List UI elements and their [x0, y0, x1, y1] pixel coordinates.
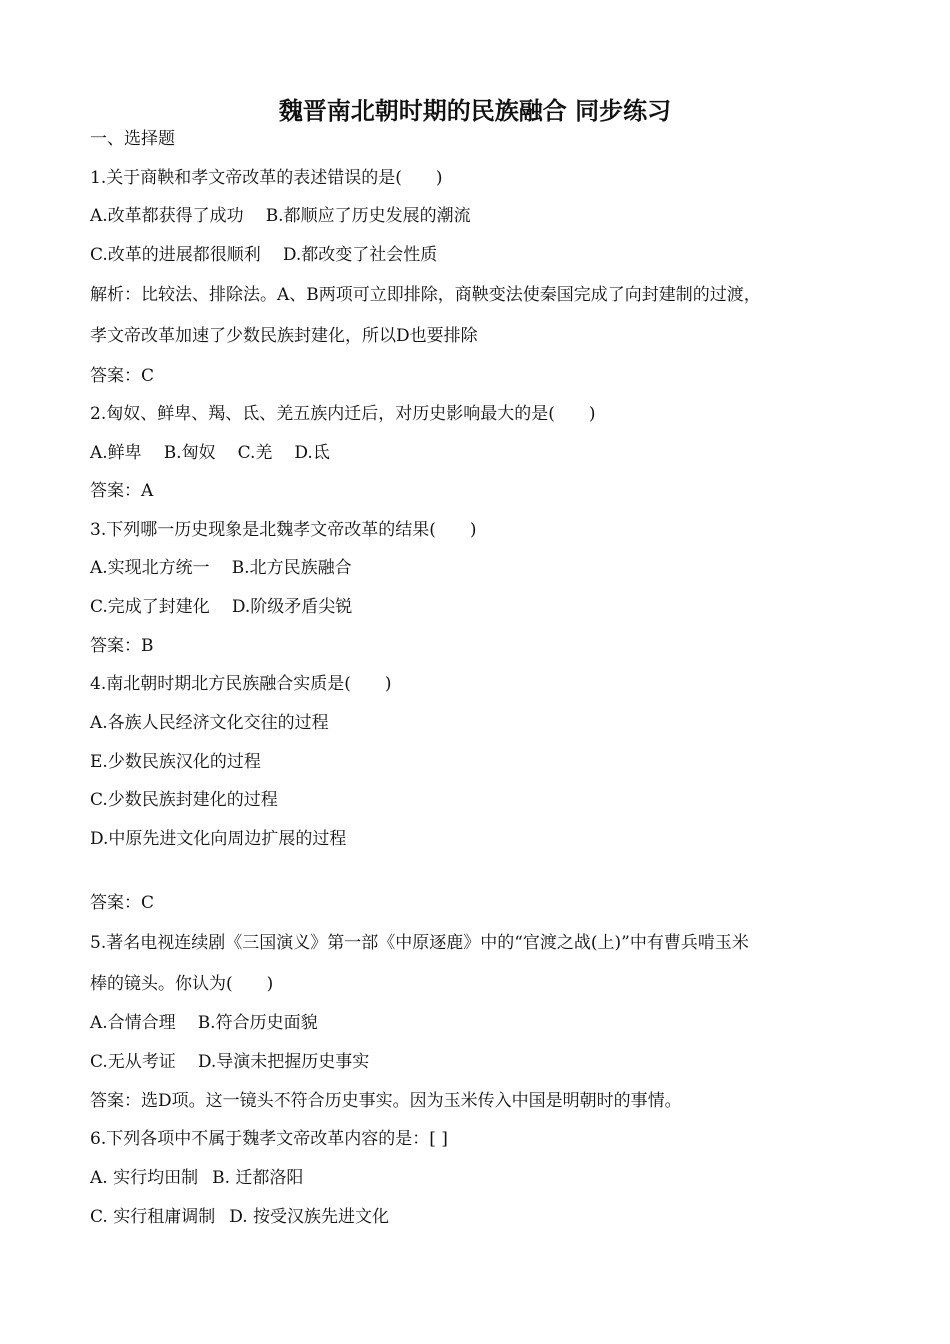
question-2-stem: 2.匈奴、鲜卑、羯、氐、羌五族内迁后，对历史影响最大的是( ): [90, 404, 596, 424]
question-3-answer: 答案：B: [90, 636, 154, 656]
question-1-option-d: D.都改变了社会性质: [282, 245, 438, 265]
section-heading: 一、选择题: [90, 129, 175, 149]
question-4-option-c: C.少数民族封建化的过程: [90, 790, 278, 810]
question-5-option-a: A.合情合理: [90, 1013, 176, 1033]
question-5-option-c: C.无从考证: [90, 1052, 176, 1072]
question-6-stem: 6.下列各项中不属于魏孝文帝改革内容的是：[ ]: [90, 1129, 448, 1149]
question-2-option-d: D.氐: [294, 443, 330, 463]
question-5-options-cd: [90, 1050, 880, 1074]
question-6-option-b: B. 迁都洛阳: [212, 1168, 304, 1188]
question-3-option-d: D.阶级矛盾尖锐: [231, 597, 353, 617]
question-2-option-b: B.匈奴: [163, 443, 216, 463]
question-1-option-a: A.改革都获得了成功: [90, 206, 244, 226]
question-5-option-b: B.符合历史面貌: [197, 1013, 318, 1033]
question-4-option-a: A.各族人民经济文化交往的过程: [90, 713, 329, 733]
question-6-option-a: A. 实行均田制: [90, 1168, 199, 1188]
question-1-analysis-line-1: 解析：比较法、排除法。A、B两项可立即排除，商鞅变法使秦国完成了向封建制的过渡，: [90, 285, 761, 305]
question-3-options-ab: [90, 556, 880, 580]
question-2-option-a: A.鲜卑: [90, 443, 142, 463]
question-2-options: [90, 441, 880, 465]
question-4-option-b: E.少数民族汉化的过程: [90, 752, 261, 772]
question-1-stem: 1.关于商鞅和孝文帝改革的表述错误的是( ): [90, 168, 443, 188]
question-1-analysis-line-2: 孝文帝改革加速了少数民族封建化，所以D也要排除: [90, 326, 478, 346]
question-3-option-c: C.完成了封建化: [90, 597, 210, 617]
question-1-answer: 答案：C: [90, 366, 155, 386]
question-3-option-b: B.北方民族融合: [231, 558, 352, 578]
question-6-option-d: D. 按受汉族先进文化: [229, 1207, 390, 1227]
question-4-answer: 答案：C: [90, 893, 155, 913]
question-6-options-ab: [90, 1166, 880, 1190]
question-5-answer: 答案：选D项。这一镜头不符合历史事实。因为玉米传入中国是明朝时的事情。: [90, 1091, 682, 1111]
question-5-option-d: D.导演未把握历史事实: [197, 1052, 370, 1072]
question-3-option-a: A.实现北方统一: [90, 558, 210, 578]
question-5-options-ab: [90, 1011, 880, 1035]
question-1-option-c: C.改革的进展都很顺利: [90, 245, 261, 265]
question-3-options-cd: [90, 595, 880, 619]
question-3-stem: 3.下列哪一历史现象是北魏孝文帝改革的结果( ): [90, 520, 477, 540]
question-6-options-cd: [90, 1205, 880, 1229]
question-5-stem-line-1: 5.著名电视连续剧《三国演义》第一部《中原逐鹿》中的“官渡之战(上)”中有曹兵啃玉米: [90, 933, 749, 953]
question-4-stem: 4.南北朝时期北方民族融合实质是( ): [90, 674, 392, 694]
question-2-option-c: C.羌: [237, 443, 273, 463]
document-title: 魏晋南北朝时期的民族融合 同步练习: [278, 97, 672, 125]
question-1-option-b: B.都顺应了历史发展的潮流: [265, 206, 471, 226]
question-4-option-d: D.中原先进文化向周边扩展的过程: [90, 829, 347, 849]
question-1-options-ab: [90, 204, 880, 228]
question-6-option-c: C. 实行租庸调制: [90, 1207, 216, 1227]
question-5-stem-line-2: 棒的镜头。你认为( ): [90, 974, 274, 994]
question-2-answer: 答案：A: [90, 481, 154, 501]
question-1-options-cd: [90, 243, 880, 267]
